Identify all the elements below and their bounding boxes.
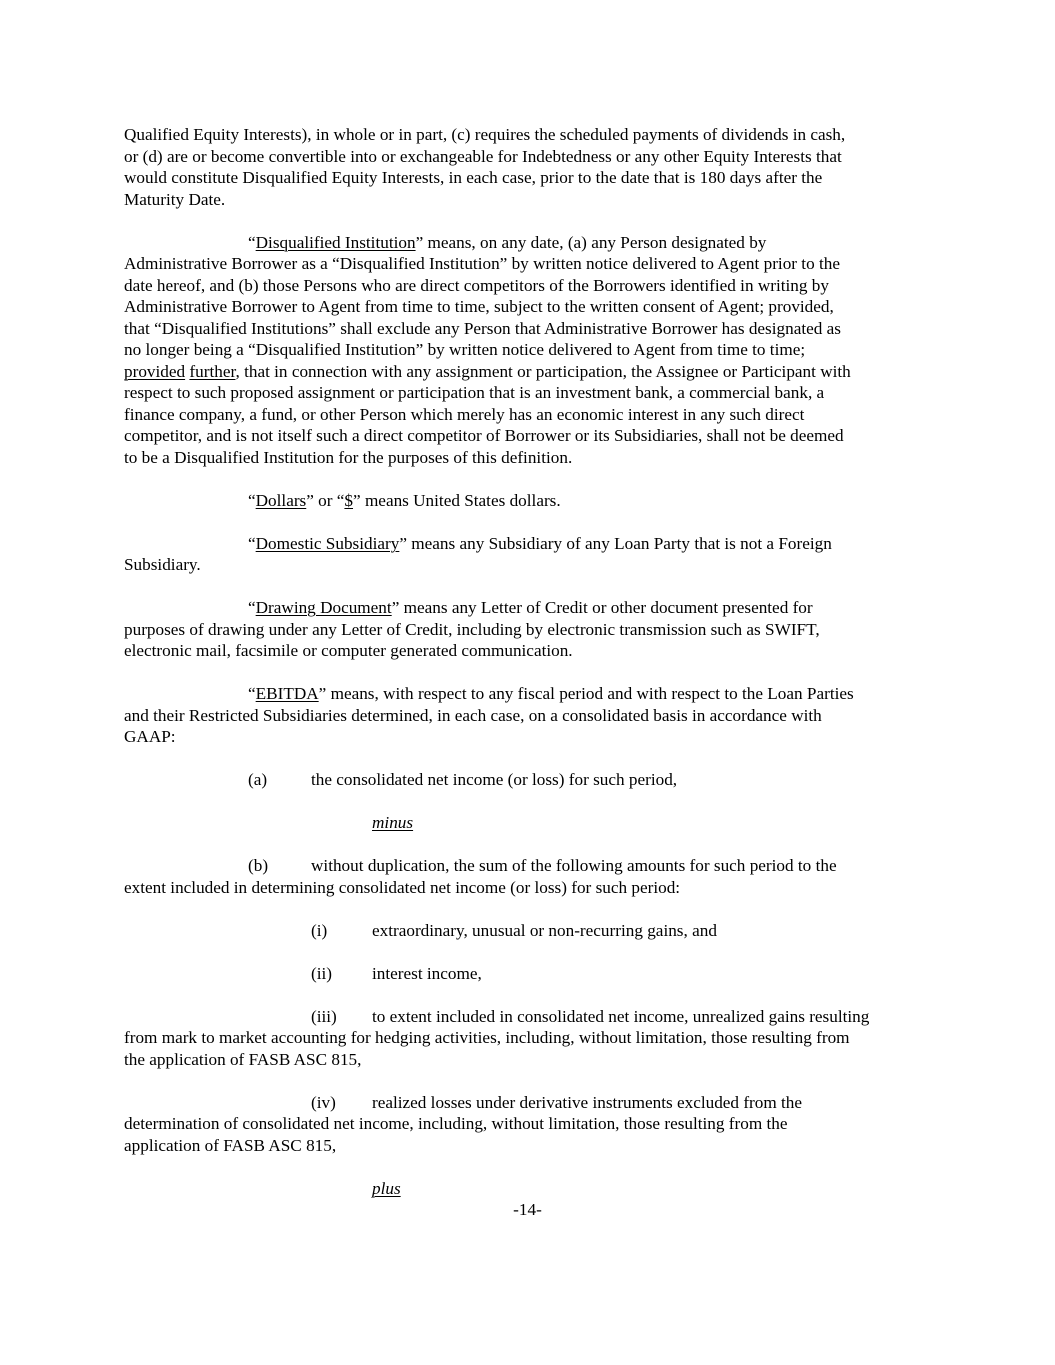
connector-paragraph <box>124 812 934 834</box>
paragraph-gap <box>124 748 934 770</box>
text-line <box>124 683 934 705</box>
text-segment: “ <box>248 684 256 703</box>
text-line <box>124 619 934 641</box>
text-segment: or (d) are or become convertible into or exchangeable for Indebtedness or any other Equity Interests that <box>124 146 842 166</box>
text-segment: finance company, a fund, or other Person which merely has an economic interest in any such direct <box>124 404 805 424</box>
defined-term: Domestic Subsidiary <box>255 533 400 553</box>
text-line <box>124 296 934 318</box>
text-segment: the application of FASB ASC 815, <box>124 1049 362 1069</box>
text-line <box>124 167 934 189</box>
text-segment: ” means any Subsidiary of any Loan Party that is not a Foreign <box>399 533 832 553</box>
text-line <box>124 812 934 834</box>
text-segment: Administrative Borrower as a “Disqualified Institution” by written notice delivered to Agent prior to the <box>124 254 840 273</box>
document-body <box>124 124 934 1199</box>
text-segment: date hereof, and (b) those Persons who are direct competitors of the Borrowers identified in writing by <box>124 275 829 295</box>
text-line <box>124 232 934 254</box>
sub-paragraph <box>124 920 934 942</box>
item-label: (i) <box>311 920 328 940</box>
sub-paragraph <box>124 963 934 985</box>
text-line <box>124 1178 934 1200</box>
paragraph-gap <box>124 468 934 490</box>
text-line <box>124 1113 934 1135</box>
item-label: (iv) <box>311 1092 336 1112</box>
text-segment: Subsidiary. <box>124 555 201 574</box>
text-line <box>124 1092 934 1114</box>
defined-term: plus <box>372 1178 401 1198</box>
definition-paragraph <box>124 490 934 512</box>
text-line <box>124 189 934 211</box>
para-paragraph <box>124 124 934 210</box>
text-line <box>124 1135 934 1157</box>
text-segment: no longer being a “Disqualified Institution” by written notice delivered to Agent from time to time; <box>124 340 806 359</box>
sub-paragraph <box>124 1092 934 1157</box>
text-segment: electronic mail, facsimile or computer generated communication. <box>124 641 573 660</box>
defined-term: Dollars <box>255 490 307 510</box>
text-line <box>124 877 934 899</box>
text-segment: respect to such proposed assignment or participation that is an investment bank, a commercial bank, a <box>124 383 825 402</box>
text-segment: ” means, with respect to any fiscal period and with respect to the Loan Parties <box>318 684 854 703</box>
paragraph-gap <box>124 1070 934 1092</box>
item-label: (b) <box>248 856 269 875</box>
definition-paragraph <box>124 232 934 469</box>
text-line <box>124 920 934 942</box>
paragraph-gap <box>124 984 934 1006</box>
text-line <box>124 1006 934 1028</box>
text-line <box>124 769 934 791</box>
item-paragraph <box>124 855 934 898</box>
text-line <box>124 425 934 447</box>
text-line <box>124 382 934 404</box>
item-label: (iii) <box>311 1006 337 1026</box>
text-line <box>124 705 934 727</box>
text-segment: competitor, and is not itself such a direct competitor of Borrower or its Subsidiaries, shall not be deemed <box>124 426 844 445</box>
text-line <box>124 146 934 168</box>
defined-term: $ <box>344 490 354 510</box>
paragraph-gap <box>124 662 934 684</box>
text-line <box>124 533 934 555</box>
text-segment: , that in connection with any assignment or participation, the Assignee or Participant with <box>235 361 851 381</box>
text-segment: application of FASB ASC 815, <box>124 1135 337 1155</box>
text-segment: realized losses under derivative instruments excluded from the <box>372 1092 803 1112</box>
text-segment: from mark to market accounting for hedging activities, including, without limitation, those resulting from <box>124 1028 850 1047</box>
text-line <box>124 275 934 297</box>
text-segment: without duplication, the sum of the following amounts for such period to the <box>311 856 837 875</box>
item-paragraph <box>124 769 934 791</box>
text-segment: purposes of drawing under any Letter of Credit, including by electronic transmission such as SWIFT, <box>124 619 820 639</box>
text-line <box>124 490 934 512</box>
text-segment: ” means United States dollars. <box>353 490 561 510</box>
text-line <box>124 554 934 576</box>
text-segment: determination of consolidated net income, including, without limitation, those resulting from the <box>124 1114 788 1133</box>
text-segment: to extent included in consolidated net income, unrealized gains resulting <box>372 1006 870 1026</box>
text-segment: “ <box>248 232 256 252</box>
text-line <box>124 726 934 748</box>
text-segment: GAAP: <box>124 727 176 746</box>
paragraph-gap <box>124 941 934 963</box>
paragraph-gap <box>124 834 934 856</box>
text-segment: the consolidated net income (or loss) for such period, <box>311 770 678 789</box>
definition-paragraph <box>124 597 934 662</box>
text-line <box>124 318 934 340</box>
paragraph-gap <box>124 898 934 920</box>
text-segment: extraordinary, unusual or non-recurring gains, and <box>372 920 717 940</box>
text-line <box>124 404 934 426</box>
text-segment: ” means any Letter of Credit or other document presented for <box>391 598 813 617</box>
text-line <box>124 597 934 619</box>
paragraph-gap <box>124 511 934 533</box>
text-line <box>124 339 934 361</box>
defined-term: provided <box>124 361 186 381</box>
text-segment: “ <box>248 490 256 510</box>
text-line <box>124 1027 934 1049</box>
paragraph-gap <box>124 210 934 232</box>
text-segment: extent included in determining consolidated net income (or loss) for such period: <box>124 877 681 897</box>
paragraph-gap <box>124 576 934 598</box>
sub-paragraph <box>124 1006 934 1071</box>
defined-term: EBITDA <box>255 684 319 703</box>
paragraph-gap <box>124 1156 934 1178</box>
connector-paragraph <box>124 1178 934 1200</box>
text-segment: to be a Disqualified Institution for the purposes of this definition. <box>124 447 573 467</box>
text-line <box>124 855 934 877</box>
text-segment: interest income, <box>372 963 482 983</box>
definition-paragraph <box>124 533 934 576</box>
text-line <box>124 124 934 146</box>
text-segment: ” means, on any date, (a) any Person designated by <box>415 232 767 252</box>
defined-term: further <box>189 361 236 381</box>
item-label: (a) <box>248 770 268 789</box>
text-segment: Administrative Borrower to Agent from time to time, subject to the written consent of Agent; provided, <box>124 297 834 316</box>
item-label: (ii) <box>311 963 332 983</box>
text-segment: “ <box>248 598 256 617</box>
text-line <box>124 640 934 662</box>
text-line <box>124 361 934 383</box>
text-segment: Qualified Equity Interests), in whole or in part, (c) requires the scheduled payments of dividends in cash, <box>124 125 846 144</box>
text-segment: ” or “ <box>306 490 345 510</box>
text-segment: that “Disqualified Institutions” shall exclude any Person that Administrative Borrower has designated as <box>124 318 841 338</box>
defined-term: Drawing Document <box>255 598 392 617</box>
text-line <box>124 253 934 275</box>
text-segment: would constitute Disqualified Equity Interests, in each case, prior to the date that is 180 days after the <box>124 168 823 187</box>
definition-paragraph <box>124 683 934 748</box>
text-line <box>124 1049 934 1071</box>
page-number: -14- <box>513 1200 542 1219</box>
text-line <box>124 447 934 469</box>
text-segment: and their Restricted Subsidiaries determined, in each case, on a consolidated basis in accordance with <box>124 705 822 725</box>
defined-term: minus <box>372 813 414 832</box>
text-segment: “ <box>248 533 256 553</box>
text-segment: Maturity Date. <box>124 189 226 209</box>
text-line <box>124 963 934 985</box>
defined-term: Disqualified Institution <box>255 232 416 252</box>
paragraph-gap <box>124 791 934 813</box>
